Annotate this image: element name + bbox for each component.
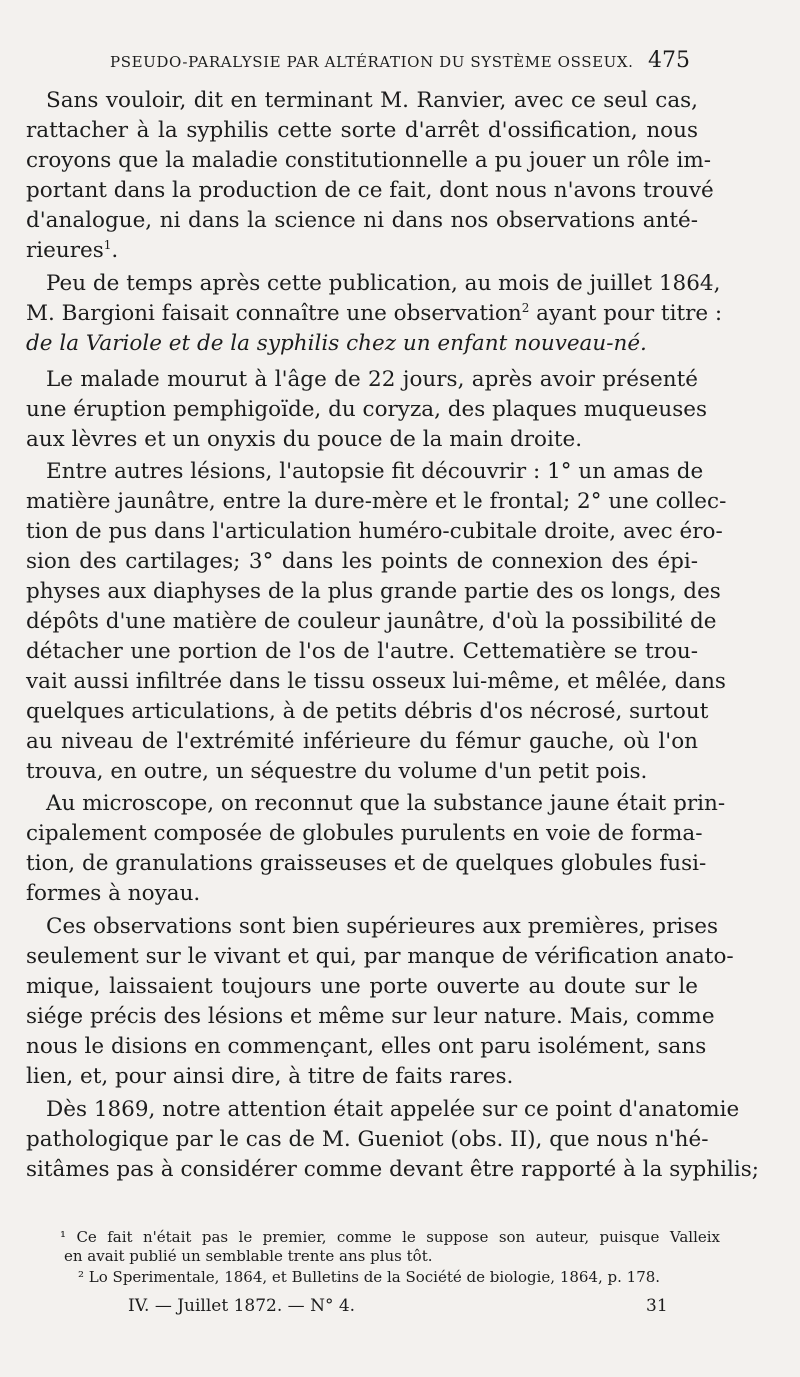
text-line: cipalement composée de globules purulents en voie de forma- xyxy=(26,821,703,846)
text-line: trouva, en outre, un séquestre du volume d'un petit pois. xyxy=(26,759,648,784)
running-header xyxy=(0,48,800,74)
text-line: pathologique par le cas de M. Gueniot (obs. II), que nous n'hé- xyxy=(26,1127,709,1152)
footnote-line: ² Lo Sperimentale, 1864, et Bulletins de la Société de biologie, 1864, p. 178. xyxy=(78,1268,661,1286)
text-line: dépôts d'une matière de couleur jaunâtre, d'où la possibilité de xyxy=(26,609,717,634)
text-line: quelques articulations, à de petits débris d'os nécrosé, surtout xyxy=(26,699,709,724)
text-line: tion, de granulations graisseuses et de quelques globules fusi- xyxy=(26,851,707,876)
page-number: 475 xyxy=(648,48,690,73)
sheet-number: 31 xyxy=(646,1296,668,1316)
text-line: lien, et, pour ainsi dire, à titre de faits rares. xyxy=(26,1064,514,1089)
text-line: aux lèvres et un onyxis du pouce de la main droite. xyxy=(26,427,583,452)
text-line: tion de pus dans l'articulation huméro-cubitale droite, avec éro- xyxy=(26,519,723,544)
signature-line xyxy=(0,1296,800,1322)
text-line: une éruption pemphigoïde, du coryza, des plaques muqueuses xyxy=(26,397,707,422)
text-line: seulement sur le vivant et qui, par manque de vérification anato- xyxy=(26,944,734,969)
text-line: d'analogue, ni dans la science ni dans nos observations anté- xyxy=(26,208,698,233)
text-line: Entre autres lésions, l'autopsie fit découvrir : 1° un amas de xyxy=(46,459,704,484)
footnote-line: ¹ Ce fait n'était pas le premier, comme le suppose son auteur, puisque Valleix xyxy=(60,1228,720,1246)
footnote-ref: 1 xyxy=(103,237,112,252)
footnote-ref: 2 xyxy=(521,300,530,315)
italic-title-line: de la Variole et de la syphilis chez un enfant nouveau-né. xyxy=(26,331,647,356)
text-line: vait aussi infiltrée dans le tissu osseux lui-même, et mêlée, dans xyxy=(26,669,726,694)
text-line: Dès 1869, notre attention était appelée sur ce point d'anatomie xyxy=(46,1097,740,1122)
running-title: PSEUDO-PARALYSIE PAR ALTÉRATION DU SYSTÈME OSSEUX. xyxy=(110,53,634,71)
text-line: portant dans la production de ce fait, dont nous n'avons trouvé xyxy=(26,178,714,203)
text-line: Au microscope, on reconnut que la substance jaune était prin- xyxy=(46,791,726,816)
text-line: croyons que la maladie constitutionnelle a pu jouer un rôle im- xyxy=(26,148,712,173)
text-line: au niveau de l'extrémité inférieure du fémur gauche, où l'on xyxy=(26,729,698,754)
text-line: M. Bargioni faisait connaître une observation$^2$ ayant pour titre : xyxy=(26,300,723,326)
text-line: matière jaunâtre, entre la dure-mère et le frontal; 2° une collec- xyxy=(26,489,727,514)
text-line: sitâmes pas à considérer comme devant être rapporté à la syphilis; xyxy=(26,1157,759,1182)
text-line: formes à noyau. xyxy=(26,881,201,906)
text-line: rieures$^1$. xyxy=(26,237,119,263)
journal-signature: IV. — Juillet 1872. — N° 4. xyxy=(128,1296,356,1316)
text-line: mique, laissaient toujours une porte ouverte au doute sur le xyxy=(26,974,698,999)
text-line: Peu de temps après cette publication, au mois de juillet 1864, xyxy=(46,271,721,296)
text-line: Ces observations sont bien supérieures aux premières, prises xyxy=(46,914,719,939)
text-line: siége précis des lésions et même sur leur nature. Mais, comme xyxy=(26,1004,715,1029)
text-line: physes aux diaphyses de la plus grande partie des os longs, des xyxy=(26,579,721,604)
text-line: rattacher à la syphilis cette sorte d'arrêt d'ossification, nous xyxy=(26,118,698,143)
footnote-line: en avait publié un semblable trente ans plus tôt. xyxy=(64,1247,433,1265)
text-line: Sans vouloir, dit en terminant M. Ranvier, avec ce seul cas, xyxy=(46,88,698,113)
text-line: nous le disions en commençant, elles ont paru isolément, sans xyxy=(26,1034,707,1059)
text-line: détacher une portion de l'os de l'autre. Cettematière se trou- xyxy=(26,639,698,664)
text-line: Le malade mourut à l'âge de 22 jours, après avoir présenté xyxy=(46,367,698,392)
text-line: sion des cartilages; 3° dans les points de connexion des épi- xyxy=(26,549,698,574)
